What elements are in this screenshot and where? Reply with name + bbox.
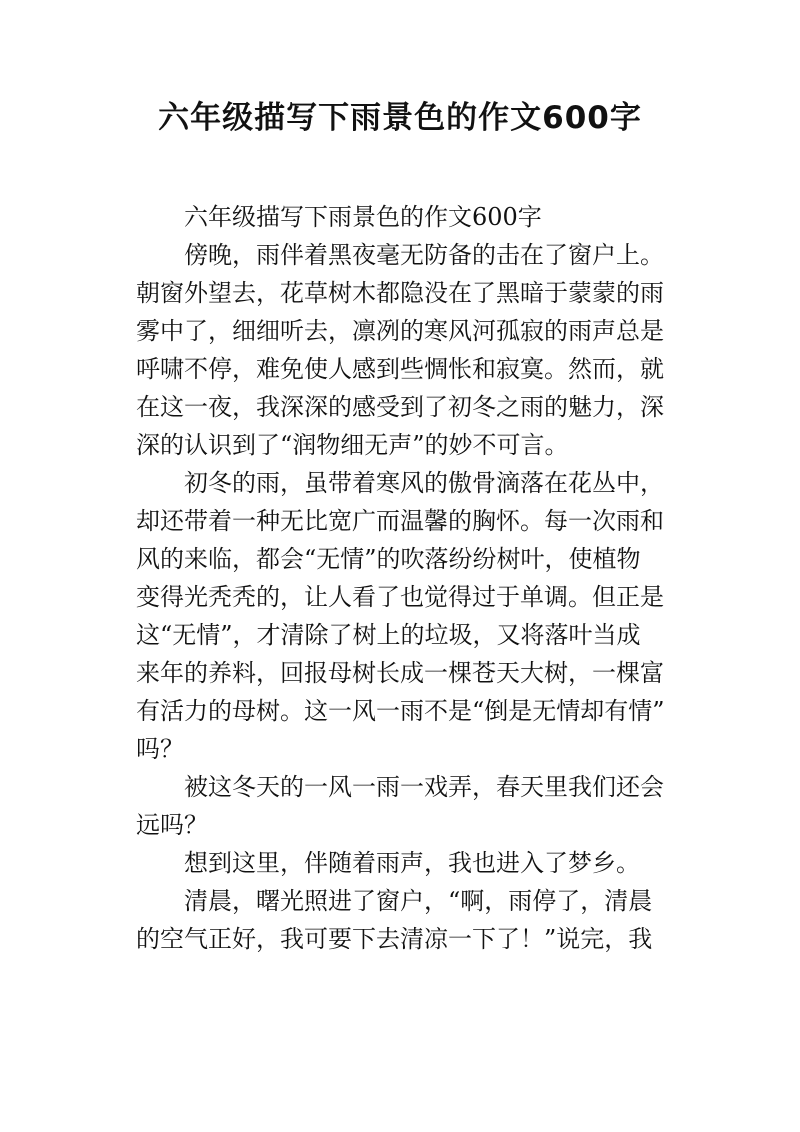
text-line: 傍晚，雨伴着黑夜毫无防备的击在了窗户上。 <box>184 241 664 269</box>
text-line: 这“无情”，才清除了树上的垃圾，又将落叶当成 <box>136 621 641 649</box>
text-line: 初冬的雨，虽带着寒风的傲骨滴落在花丛中， <box>184 469 664 497</box>
text-line: 变得光秃秃的，让人看了也觉得过于单调。但正是 <box>136 583 664 611</box>
text-line: 雾中了，细细听去，凛冽的寒风河孤寂的雨声总是 <box>136 317 664 345</box>
text-line: 在这一夜，我深深的感受到了初冬之雨的魅力，深 <box>136 393 664 421</box>
text-line: 吗？ <box>136 735 184 763</box>
text-line: 朝窗外望去，花草树木都隐没在了黑暗于蒙蒙的雨 <box>136 279 664 307</box>
text-line: 来年的养料，回报母树长成一棵苍天大树，一棵富 <box>136 659 664 687</box>
document-title: 六年级描写下雨景色的作文600字 <box>158 100 642 136</box>
text-line: 风的来临，都会“无情”的吹落纷纷树叶，使植物 <box>136 545 641 573</box>
text-line: 想到这里，伴随着雨声，我也进入了梦乡。 <box>184 849 640 877</box>
text-line: 呼啸不停，难免使人感到些惆怅和寂寞。然而，就 <box>136 355 664 383</box>
text-line: 有活力的母树。这一风一雨不是“倒是无情却有情” <box>136 697 665 725</box>
text-line: 清晨，曙光照进了窗户，“啊，雨停了，清晨 <box>184 887 653 915</box>
document-body <box>136 198 672 958</box>
text-line: 远吗？ <box>136 811 208 839</box>
text-line: 六年级描写下雨景色的作文600字 <box>184 203 542 231</box>
text-line: 深的认识到了“润物细无声”的妙不可言。 <box>136 431 569 459</box>
text-line: 却还带着一种无比宽广而温馨的胸怀。每一次雨和 <box>136 507 664 535</box>
text-line: 被这冬天的一风一雨一戏弄，春天里我们还会 <box>184 773 664 801</box>
text-line: 的空气正好，我可要下去清凉一下了！”说完，我 <box>136 925 653 953</box>
